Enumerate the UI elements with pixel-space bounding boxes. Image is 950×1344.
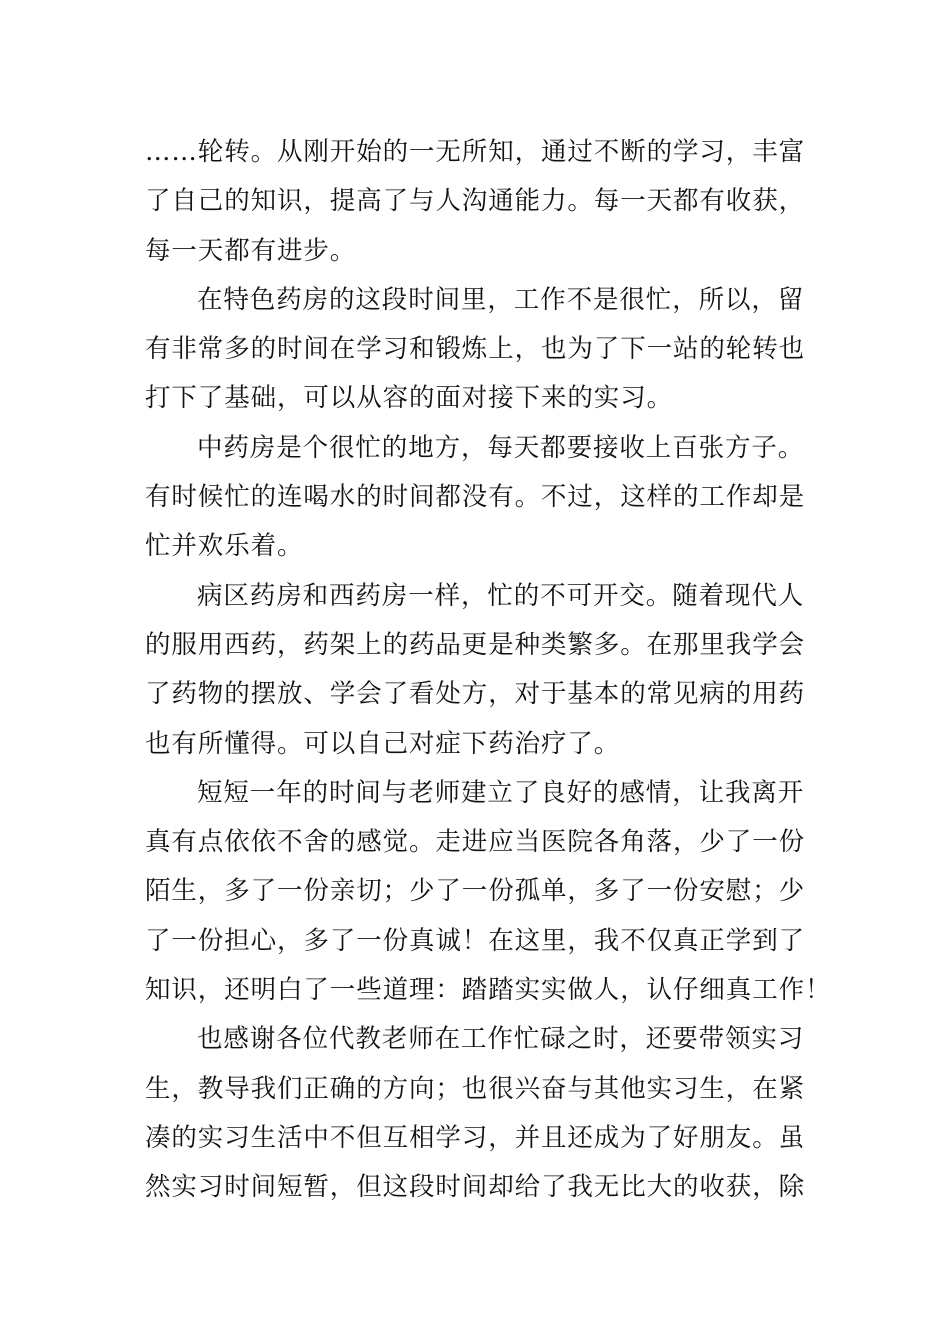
text-line: 然实习时间短暂，但这段时间却给了我无比大的收获，除: [145, 1172, 806, 1203]
text-line: 也有所懂得。可以自己对症下药治疗了。: [145, 728, 621, 759]
text-line: 陌生，多了一份亲切；少了一份孤单，多了一份安慰；少: [145, 876, 806, 907]
paragraph-first-line: 短短一年的时间与老师建立了良好的感情，让我离开: [197, 777, 805, 808]
text-line: 凑的实习生活中不但互相学习，并且还成为了好朋友。虽: [145, 1122, 806, 1153]
text-line: 打下了基础，可以从容的面对接下来的实习。: [145, 383, 674, 414]
text-line: 了自己的知识，提高了与人沟通能力。每一天都有收获，: [145, 186, 806, 217]
text-line: 有时候忙的连喝水的时间都没有。不过，这样的工作却是: [145, 482, 806, 513]
text-line: 有非常多的时间在学习和锻炼上，也为了下一站的轮转也: [145, 334, 806, 365]
document-body-text: [145, 128, 832, 1213]
paragraph-first-line: 也感谢各位代教老师在工作忙碌之时，还要带领实习: [197, 1024, 805, 1055]
text-line: 忙并欢乐着。: [145, 531, 304, 562]
text-line: ……轮转。从刚开始的一无所知，通过不断的学习，丰富: [145, 137, 806, 167]
text-line: 真有点依依不舍的感觉。走进应当医院各角落，少了一份: [145, 827, 806, 858]
paragraph-first-line: 中药房是个很忙的地方，每天都要接收上百张方子。: [197, 432, 805, 463]
text-line: 知识，还明白了一些道理：踏踏实实做人，认仔细真工作！: [145, 975, 832, 1006]
text-line: 了一份担心，多了一份真诚！在这里，我不仅真正学到了: [145, 925, 806, 956]
paragraph-first-line: 病区药房和西药房一样，忙的不可开交。随着现代人: [197, 580, 805, 611]
paragraph-first-line: 在特色药房的这段时间里，工作不是很忙，所以，留: [197, 284, 805, 315]
text-line: 每一天都有进步。: [145, 235, 357, 266]
text-line: 了药物的摆放、学会了看处方，对于基本的常见病的用药: [145, 679, 806, 710]
text-line: 的服用西药，药架上的药品更是种类繁多。在那里我学会: [145, 629, 806, 660]
text-line: 生，教导我们正确的方向；也很兴奋与其他实习生，在紧: [145, 1073, 806, 1104]
